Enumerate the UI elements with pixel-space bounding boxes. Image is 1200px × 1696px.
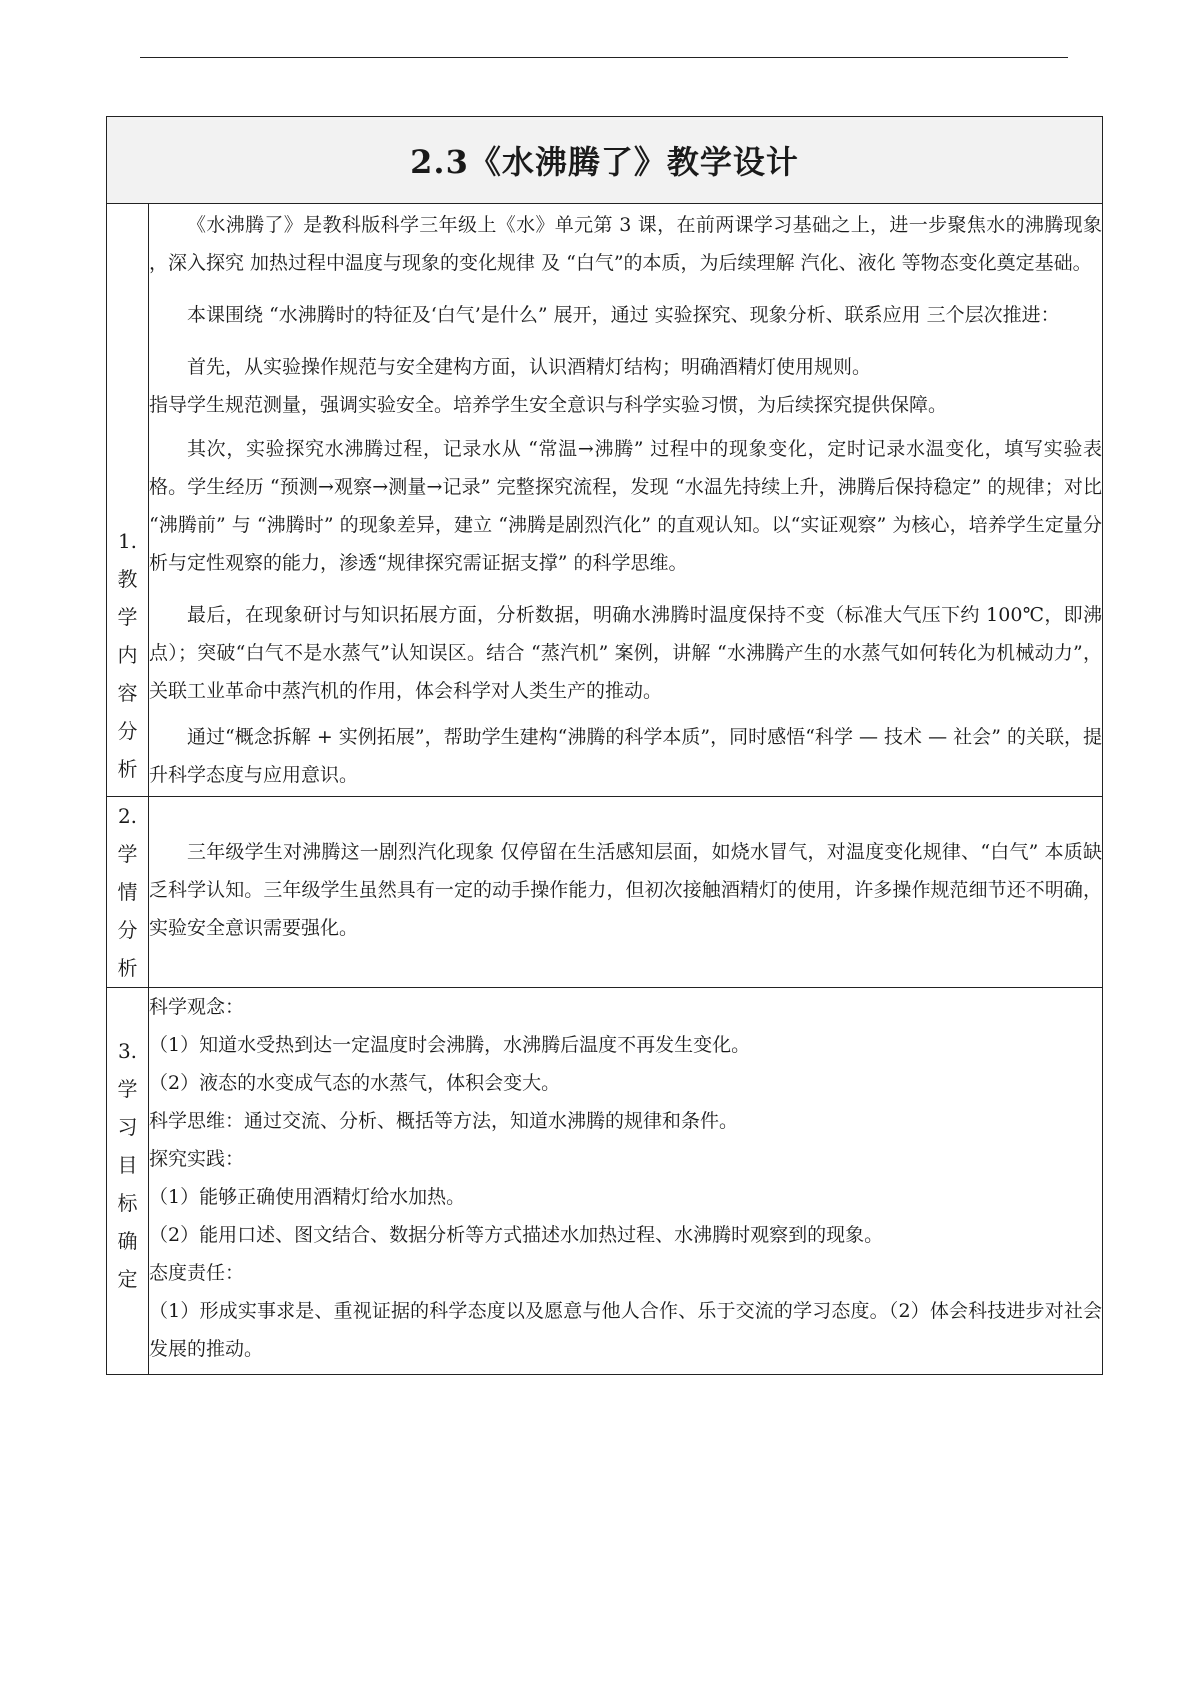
objective-line: 态度责任：: [149, 1262, 245, 1284]
label-char: 析: [117, 956, 138, 980]
section-label: [107, 797, 149, 988]
header-rule: [140, 57, 1068, 58]
objective-line: （1）形成实事求是、重视证据的科学态度以及愿意与他人合作、乐于交流的学习态度。（2）体会科技进步对社会发展的推动。: [149, 1300, 1102, 1360]
paragraph: 指导学生规范测量，强调实验安全。培养学生安全意识与科学实验习惯，为后续探究提供保障。: [149, 394, 948, 416]
label-char: 习: [117, 1115, 138, 1139]
paragraph: 首先，从实验操作规范与安全建构方面，认识酒精灯结构；明确酒精灯使用规则。: [187, 356, 872, 378]
label-char: 学: [117, 842, 138, 866]
paragraph: 三年级学生对沸腾这一剧烈汽化现象 仅停留在生活感知层面，如烧水冒气，对温度变化规律、“白气” 本质缺乏科学认知。三年级学生虽然具有一定的动手操作能力，但初次接触酒精灯的使用，许多操作规范细节还不明确，实验安全意识需要强化。: [149, 841, 1102, 939]
section-content: [149, 204, 1103, 797]
section-content: [149, 988, 1103, 1375]
paragraph: 通过“概念拆解 + 实例拓展”，帮助学生建构“沸腾的科学本质”，同时感悟“科学 — 技术 — 社会” 的关联，提升科学态度与应用意识。: [149, 726, 1102, 786]
section-label: [107, 204, 149, 797]
objective-line: （1）能够正确使用酒精灯给水加热。: [149, 1186, 466, 1208]
paragraph: 《水沸腾了》是教科版科学三年级上《水》单元第 3 课，在前两课学习基础之上，进一步聚焦水的沸腾现象 ，深入探究 加热过程中温度与现象的变化规律 及 “白气”的本质，为后续理解 汽化、液化 等物态变化奠定基础。: [149, 214, 1102, 274]
label-char: 3.: [117, 1039, 138, 1063]
objective-line: （2）能用口述、图文结合、数据分析等方式描述水加热过程、水沸腾时观察到的现象。: [149, 1224, 884, 1246]
label-char: 标: [117, 1191, 138, 1215]
section-learning-objectives: [107, 988, 1103, 1375]
objective-line: 科学思维：通过交流、分析、概括等方法，知道水沸腾的规律和条件。: [149, 1110, 739, 1132]
lesson-design-table: [106, 116, 1103, 1375]
objective-line: （1）知道水受热到达一定温度时会沸腾，水沸腾后温度不再发生变化。: [149, 1034, 751, 1056]
label-char: 学: [117, 605, 138, 629]
label-char: 1.: [117, 529, 138, 553]
objective-line: 科学观念：: [149, 996, 245, 1018]
section-content: [149, 797, 1103, 988]
label-char: 教: [117, 567, 138, 591]
label-char: 情: [117, 880, 138, 904]
label-char: 目: [117, 1153, 138, 1177]
label-char: 内: [117, 643, 138, 667]
paragraph: 本课围绕 “水沸腾时的特征及‘白气’是什么” 展开，通过 实验探究、现象分析、联系应用 三个层次推进：: [187, 304, 1060, 326]
label-char: 分: [117, 719, 138, 743]
label-char: 析: [117, 757, 138, 781]
label-char: 分: [117, 918, 138, 942]
label-char: 2.: [117, 804, 138, 828]
section-label: [107, 988, 149, 1375]
label-char: 学: [117, 1077, 138, 1101]
objective-line: （2）液态的水变成气态的水蒸气，体积会变大。: [149, 1072, 561, 1094]
label-char: 容: [117, 681, 138, 705]
paragraph: 其次，实验探究水沸腾过程，记录水从 “常温→沸腾” 过程中的现象变化，定时记录水温变化，填写实验表格。学生经历 “预测→观察→测量→记录” 完整探究流程，发现 “水温先持续上升，沸腾后保持稳定” 的规律；对比 “沸腾前” 与 “沸腾时” 的现象差异，建立 “沸腾是剧烈汽化” 的直观认知。以“实证观察” 为核心，培养学生定量分析与定性观察的能力，渗透“规律探究需证据支撑” 的科学思维。: [149, 438, 1102, 574]
document-title: 2.3《水沸腾了》教学设计: [107, 117, 1103, 204]
section-learner-analysis: [107, 797, 1103, 988]
paragraph: 最后，在现象研讨与知识拓展方面，分析数据，明确水沸腾时温度保持不变（标准大气压下约 100℃，即沸点）；突破“白气不是水蒸气”认知误区。结合 “蒸汽机” 案例，讲解 “水沸腾产生的水蒸气如何转化为机械动力”，关联工业革命中蒸汽机的作用，体会科学对人类生产的推动。: [149, 604, 1102, 702]
label-char: 确: [117, 1229, 138, 1253]
label-char: 定: [117, 1267, 138, 1291]
objective-line: 探究实践：: [149, 1148, 245, 1170]
section-content-analysis: [107, 204, 1103, 797]
